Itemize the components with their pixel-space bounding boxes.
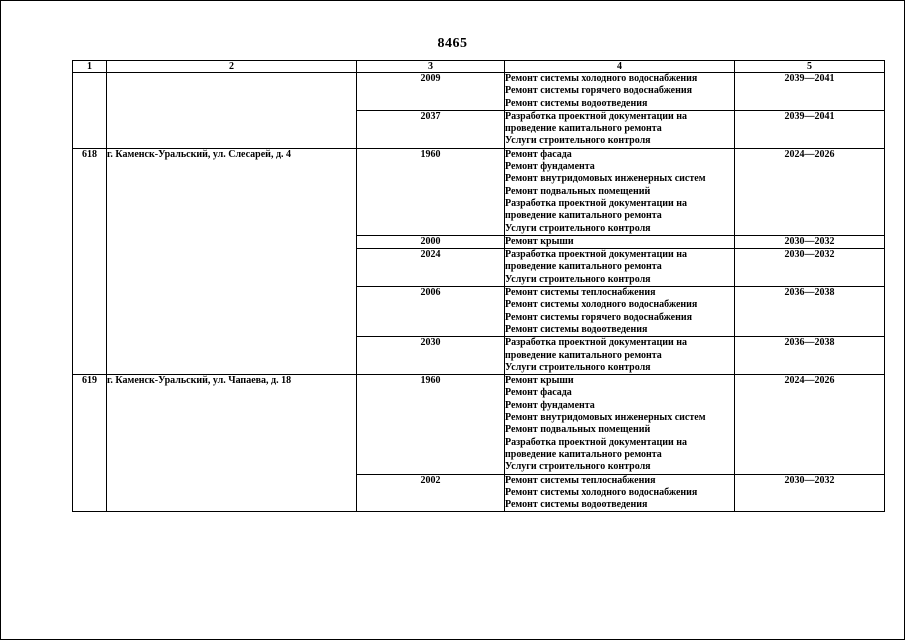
header-row bbox=[73, 61, 885, 73]
work-item: Ремонт подвальных помещений bbox=[505, 424, 651, 436]
work-item: Ремонт системы горячего водоснабжения bbox=[505, 311, 693, 323]
work-item: Ремонт системы водоотведения bbox=[505, 323, 648, 335]
work-item: Услуги строительного контроля bbox=[505, 461, 651, 473]
work-item: проведение капитального ремонта bbox=[505, 261, 662, 273]
column-header: 5 bbox=[735, 61, 885, 73]
building-address: г. Каменск-Уральский, ул. Чапаева, д. 18 bbox=[107, 375, 357, 512]
building-address bbox=[107, 73, 357, 149]
work-item: проведение капитального ремонта bbox=[505, 210, 662, 222]
period-cell: 2036—2038 bbox=[735, 287, 885, 337]
work-item: Ремонт фундамента bbox=[505, 161, 595, 173]
year-cell: 2037 bbox=[357, 110, 505, 148]
column-header: 1 bbox=[73, 61, 107, 73]
row-number: 618 bbox=[73, 148, 107, 374]
works-cell bbox=[505, 110, 735, 148]
work-item: Ремонт системы горячего водоснабжения bbox=[505, 85, 693, 97]
work-item: проведение капитального ремонта bbox=[505, 123, 662, 135]
works-cell bbox=[505, 375, 735, 474]
work-item: Разработка проектной документации на bbox=[505, 249, 688, 261]
table-row bbox=[73, 375, 885, 474]
work-item: Ремонт системы теплоснабжения bbox=[505, 287, 656, 299]
works-cell bbox=[505, 287, 735, 337]
work-item: Ремонт подвальных помещений bbox=[505, 185, 651, 197]
table-row bbox=[73, 73, 885, 111]
work-item: Ремонт фасада bbox=[505, 387, 572, 399]
work-item: Ремонт системы водоотведения bbox=[505, 97, 648, 109]
row-number: 619 bbox=[73, 375, 107, 512]
table-row bbox=[73, 148, 885, 235]
work-item: проведение капитального ремонта bbox=[505, 448, 662, 460]
period-cell: 2030—2032 bbox=[735, 235, 885, 248]
works-cell bbox=[505, 249, 735, 287]
period-cell: 2024—2026 bbox=[735, 375, 885, 474]
year-cell: 2006 bbox=[357, 287, 505, 337]
work-item: Ремонт системы теплоснабжения bbox=[505, 474, 656, 486]
work-item: Услуги строительного контроля bbox=[505, 273, 651, 285]
work-item: Ремонт системы холодного водоснабжения bbox=[505, 299, 698, 311]
work-item: Ремонт внутридомовых инженерных систем bbox=[505, 173, 706, 185]
period-cell: 2039—2041 bbox=[735, 73, 885, 111]
work-item: Услуги строительного контроля bbox=[505, 135, 651, 147]
year-cell: 2009 bbox=[357, 73, 505, 111]
year-cell: 1960 bbox=[357, 148, 505, 235]
period-cell: 2030—2032 bbox=[735, 474, 885, 512]
building-address: г. Каменск-Уральский, ул. Слесарей, д. 4 bbox=[107, 148, 357, 374]
year-cell: 2030 bbox=[357, 337, 505, 375]
column-header: 2 bbox=[107, 61, 357, 73]
row-number bbox=[73, 73, 107, 149]
table-body bbox=[73, 73, 885, 512]
work-item: Услуги строительного контроля bbox=[505, 222, 651, 234]
works-cell bbox=[505, 337, 735, 375]
year-cell: 1960 bbox=[357, 375, 505, 474]
period-cell: 2030—2032 bbox=[735, 249, 885, 287]
year-cell: 2024 bbox=[357, 249, 505, 287]
work-item: Ремонт системы холодного водоснабжения bbox=[505, 486, 698, 498]
work-item: Разработка проектной документации на bbox=[505, 110, 688, 122]
year-cell: 2000 bbox=[357, 235, 505, 248]
work-item: Ремонт системы водоотведения bbox=[505, 499, 648, 511]
period-cell: 2039—2041 bbox=[735, 110, 885, 148]
page-number: 8465 bbox=[437, 36, 468, 51]
work-item: Ремонт внутридомовых инженерных систем bbox=[505, 412, 706, 424]
works-cell bbox=[505, 73, 735, 111]
work-item: Ремонт фасада bbox=[505, 148, 572, 160]
works-cell bbox=[505, 148, 735, 235]
column-header: 3 bbox=[357, 61, 505, 73]
work-item: Ремонт крыши bbox=[505, 235, 574, 247]
works-cell bbox=[505, 235, 735, 248]
work-item: Услуги строительного контроля bbox=[505, 361, 651, 373]
works-cell bbox=[505, 474, 735, 512]
work-item: Разработка проектной документации на bbox=[505, 337, 688, 349]
work-item: Ремонт крыши bbox=[505, 375, 574, 387]
work-item: Ремонт системы холодного водоснабжения bbox=[505, 73, 698, 84]
capital-repair-table bbox=[72, 60, 885, 512]
work-item: Разработка проектной документации на bbox=[505, 436, 688, 448]
work-item: Разработка проектной документации на bbox=[505, 197, 688, 209]
work-item: Ремонт фундамента bbox=[505, 399, 595, 411]
column-header: 4 bbox=[505, 61, 735, 73]
work-item: проведение капитального ремонта bbox=[505, 349, 662, 361]
year-cell: 2002 bbox=[357, 474, 505, 512]
period-cell: 2036—2038 bbox=[735, 337, 885, 375]
period-cell: 2024—2026 bbox=[735, 148, 885, 235]
